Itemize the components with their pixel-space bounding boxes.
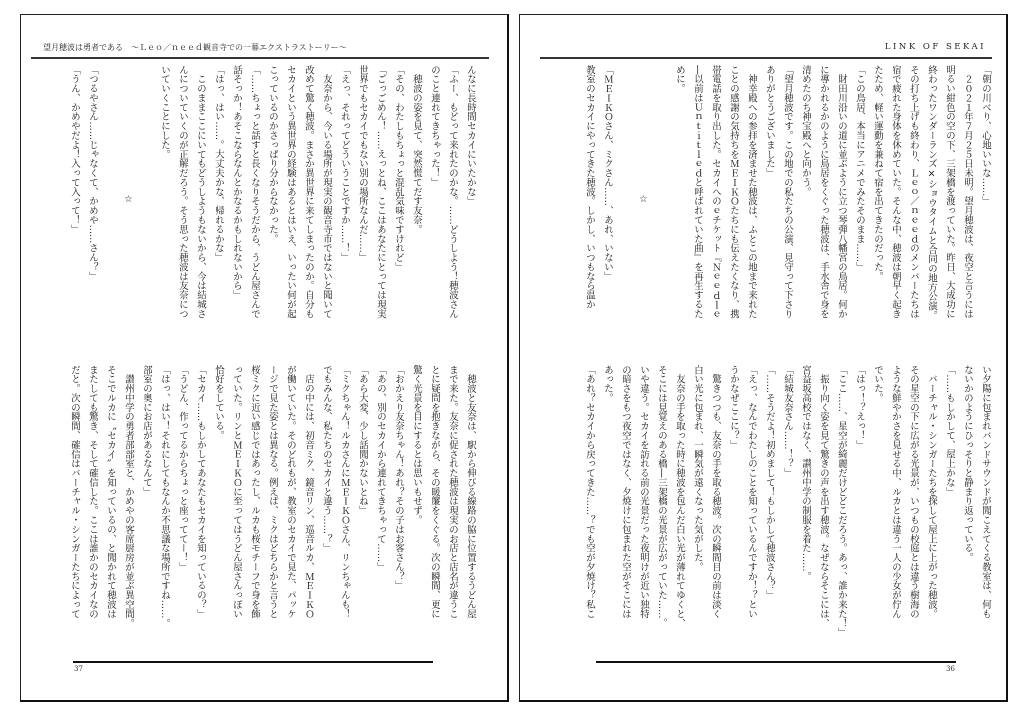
text-line: 「つるやさん……じゃなくて、かめや……さん？」 — [87, 65, 98, 281]
text-line — [137, 65, 155, 333]
text-line: このままここにいてもどうしようもないから、今は結城さ — [195, 65, 206, 319]
text-line: 「……もしかして、屋上かな」 — [944, 365, 955, 497]
text-line: 神幸殿への参拝を済ませた穂波は、ふとこの地まで来れた — [746, 65, 757, 319]
text-line: いていくことにした。 — [159, 65, 170, 159]
text-line: セカイという異世界の経験はあるとはいえ、いったい何が起 — [285, 65, 296, 319]
text-line: たため、軽い運動を兼ねて宿を出てきたのだった。 — [872, 65, 883, 281]
text-line — [616, 65, 634, 333]
text-line: 友奈から、今いる場所が現実の観音寺市ではないと聞いて — [321, 65, 332, 319]
text-line: 「ここ……、星空が綺麗だけどどこだろう。あっ、誰か来た！」 — [836, 365, 847, 638]
text-line: 帯電話を取り出した。セカイへのｅチケット『Ｎｅｅｄｌｅ — [710, 65, 721, 319]
text-line: 「ふー、もどって来れたのかな。……どうしよう！穂波さん — [447, 65, 458, 319]
text-line: 話そっか！あそこならなんとかなるかもしれないから」 — [231, 65, 242, 300]
text-line: とに疑問を抱きながら、その暖簾をくぐる。次の瞬間、更に — [429, 365, 440, 619]
text-line: 「セカイ……もしかしてあなたもセカイを知っているの？」 — [195, 365, 206, 619]
text-line: 「結城友奈さん……！？」 — [782, 365, 793, 478]
text-line: めに。 — [674, 65, 685, 94]
text-line: 「ミクちゃん！ルカさんにＭＥＩＫＯさん、リンちゃんも！ — [339, 365, 350, 619]
text-line: でもみんな、私たちのセカイと違う……？」 — [321, 365, 332, 553]
text-line: 驚く光景を目にするとは思いもせず。 — [411, 365, 422, 525]
text-line: 穂波の姿を見て、突然慌てだす友奈。 — [411, 65, 422, 235]
footer-rule — [596, 661, 956, 663]
text-line: うかなぜここに？」 — [728, 365, 739, 450]
text-line: 「うん、かめやだよ！入って入って！」 — [69, 65, 80, 235]
text-line: 終わったワンダーランズ×ショウタイムと合同の地方公演。 — [926, 65, 937, 321]
text-line: 「あら大変、少し話聞かないとね」 — [357, 365, 368, 516]
text-line: 財田川沿いの道に並ぶように立つ琴弾八幡宮の鳥居。何か — [836, 65, 847, 319]
text-line: その星空の下に広がる光景が、いつもの校庭とは違う樹海の — [908, 365, 919, 619]
running-header: 望月穂波は勇者である ～Ｌｅｏ／ｎｅｅｄ観音寺での一幕エクストラストーリー～ — [43, 43, 347, 52]
text-line: 「……ちょっと話すと長くなりそうだから、うどん屋さんで — [249, 65, 260, 319]
text-line: ２０２１年７月２５日未明。望月穂波は、夜空と言うには — [962, 65, 973, 319]
running-header: LINK OF SEKAI — [884, 42, 986, 52]
text-line: こっているのかさっぱり分からなかった。 — [267, 65, 278, 244]
text-line: ―以前はＵｎｔｉｔｌｅｄと呼ばれていた曲』を再生するた — [692, 65, 703, 319]
text-line: 驚きつつも、友奈の手を取る穂波。次の瞬間目の前は淡く — [710, 365, 721, 619]
text-line: そこでルカに〝セカイ〟を知っているの、と聞かれて穂波は — [105, 365, 116, 619]
text-line: 宮益坂高校ではなく、讃州中学の制服を着た……。 — [800, 365, 811, 581]
text-line: まで来た。友奈に促された穂波は現実のお店と店名が違うこ — [447, 365, 458, 619]
text-line: 「朝の川べり、心地いいな……」 — [980, 65, 991, 206]
text-line: ことの感謝の気持ちをＭＥＩＫＯたちにも伝えたくなり、携 — [728, 65, 739, 319]
text-line: 「この鳥居、本当にアニメでみたそのまま……」 — [854, 65, 865, 272]
text-line: の暗さをもつ夜空ではなく、夕焼けに包まれた空がそこには — [620, 365, 631, 619]
text-line: 店の中には、初音ミク、鏡音リン、巡音ルカ、ＭＥＩＫＯ — [303, 365, 314, 619]
text-line: 「はっ！？えっ！」 — [854, 365, 865, 450]
text-line: ージで見た姿とは異なる。例えば、ミクはどちらかと言うと — [267, 365, 278, 619]
text-line: 「えっ、なんでわたしのことを知っているんですか！？とい — [746, 365, 757, 619]
text-line: に導かれるかのように鳥居をくぐった穂波は、手水舎で身を — [818, 65, 829, 319]
text-block-top — [65, 65, 479, 333]
text-line: っていた。リンとＭＥＩＫＯに至ってはうどん屋さんっぽい — [231, 365, 242, 619]
text-line: 「ＭＥＩＫＯさん、ミクさん……、あれ、いない」 — [602, 65, 613, 281]
text-line — [652, 65, 670, 333]
text-line: 世界でもセカイでもない別の場所なんだ……」 — [357, 65, 368, 263]
section-break-star: ☆ — [638, 193, 649, 205]
text-line: 「あれ？セカイから戻ってきた……？でも空が夕焼け？私こ — [584, 365, 595, 619]
text-line: 友奈の手を取った時に穂波を包んだ白い光が薄れてゆくと、 — [674, 365, 685, 628]
text-line: 「望月穂波です。この地での私たちの公演、見守って下さり — [782, 65, 793, 319]
text-line: 恰好をしている。 — [213, 365, 224, 441]
text-line: ないかのようにひっそりと静まり返っている。 — [962, 365, 973, 563]
text-line: 「うどん、作ってるからちょっと座っててー！」 — [177, 365, 188, 572]
text-line: だと。次の瞬間、確信はバーチャル・シンガーたちによって — [69, 365, 80, 619]
text-line: 穂波と友奈は、駅から伸びる線路の脇に位置するうどん屋 — [465, 365, 476, 619]
page-number: 36 — [946, 665, 955, 673]
text-line: 「……そうだよ！初めまして！もしかして穂波さん？」 — [764, 365, 775, 600]
text-line: 宿で疲れた身体を休めていた。そんな中、穂波は朝早く起き — [890, 65, 901, 319]
text-line: 部室の奥にお店があるなんて」 — [141, 365, 152, 497]
text-line — [101, 65, 119, 333]
text-line: いや違う。セカイを訪れる前の光景だった夜明けが近い独特 — [638, 365, 649, 619]
header-rule — [540, 57, 992, 59]
text-line: 「あの、別のセカイから連れてきちゃって……」 — [375, 365, 386, 572]
text-line: んなに長時間セカイにいたかな」 — [465, 65, 476, 206]
section-break-star: ☆ — [123, 193, 134, 205]
text-line: のこと連れてきちゃった！」 — [429, 65, 440, 188]
text-line: んについていくのが正解だろう。そう思った穂波は友奈につ — [177, 65, 188, 319]
page-number: 37 — [74, 665, 83, 673]
text-line: 清めたのち神宝殿へと向かう。 — [800, 65, 811, 197]
text-line: が働いていた。そのどれもが、教室のセカイで見た、パッケ — [285, 365, 296, 619]
left-page — [20, 14, 509, 702]
text-block-bottom — [65, 365, 479, 633]
text-line: あった。 — [602, 365, 613, 403]
text-line: 桜ミクに近い感じではあったし、ルカも桜モチーフで身を飾 — [249, 365, 260, 619]
text-line: 「えっ、それってどういうことですか……！」 — [339, 65, 350, 263]
right-page — [519, 14, 1008, 702]
text-line: 教室のセカイにやってきた穂波。しかし、いつもなら温か — [584, 65, 595, 310]
text-line: 明るい紺色の空の下、三架橋を渡っていた。昨日、大成功に — [944, 65, 955, 319]
text-line: い夕陽に包まれバンドサウンドが聞こえてくる教室は、何も — [980, 365, 991, 619]
footer-rule — [73, 661, 433, 663]
text-line: 讃州中学の勇者部部室と、かめやの客席厨房が並ぶ異空間。 — [123, 365, 134, 628]
text-line: 「おかえり友奈ちゃん！あれ？その子はお客さん？」 — [393, 365, 404, 591]
text-line: 振り向く姿を見て驚きの声を出す穂波。なぜならそこには、 — [818, 365, 829, 628]
text-line: 「はっ、はい！それにしてもなんか不思議な場所ですね……。 — [159, 365, 170, 628]
text-line: ありがとうございました」 — [764, 65, 775, 178]
text-line: 「ごっごめん！……えっとね、ここはあなたにとっては現実 — [375, 65, 386, 319]
header-rule — [31, 57, 489, 59]
text-line: ような鮮やかさを見せる中、ルカとは違う一人の少女が佇ん — [890, 365, 901, 619]
text-block-bottom — [580, 365, 994, 638]
text-line: 「その、わたしもちょっと混乱気味ですけれど」 — [393, 65, 404, 272]
text-line: 白い光に包まれ、一瞬気が遠くなった気がした。 — [692, 365, 703, 572]
text-line: その打ち上げも終わり、Ｌｅｏ／ｎｅｅｄのメンバーたちは — [908, 65, 919, 319]
text-line: またしても驚き、そして確信した。ここは誰かのセカイなの — [87, 365, 98, 619]
text-block-top — [580, 65, 994, 333]
text-line: そこには見覚えのある橋―三架橋の光景が広がっていた……。 — [656, 365, 667, 628]
text-line: バーチャル・シンガーたちを探して屋上に上がった穂波。 — [926, 365, 937, 619]
text-line: 改めて驚く穂波。まさか異世界に来てしまったのか。自分も — [303, 65, 314, 319]
text-line: でいた。 — [872, 365, 883, 403]
text-line: 「はっ、はい……。大丈夫かな、帰れるかな」 — [213, 65, 224, 263]
